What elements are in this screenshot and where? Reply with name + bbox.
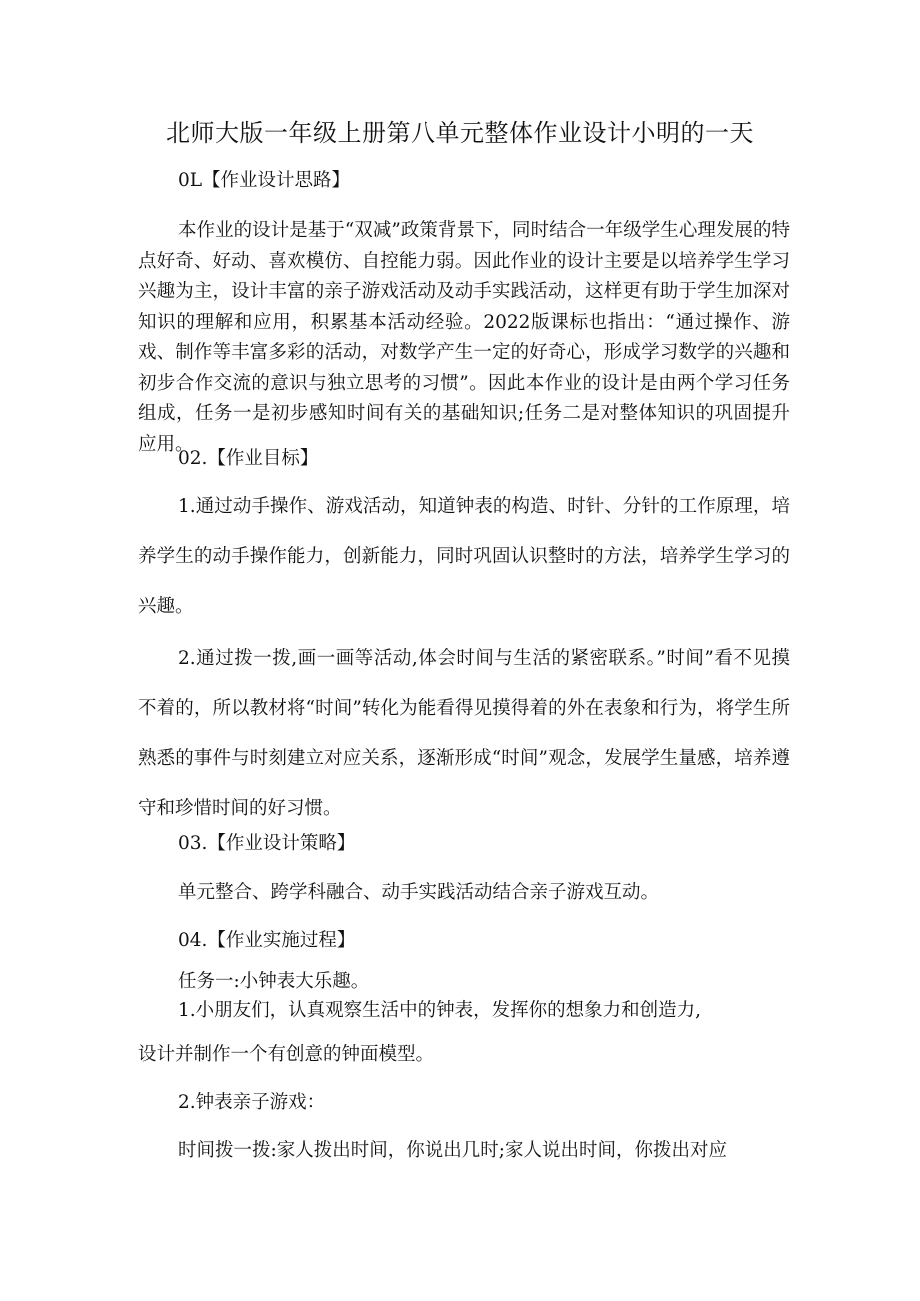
- section-heading-design-idea: 0L【作业设计思路】: [178, 170, 351, 191]
- section-heading-goals: 02.【作业目标】: [178, 448, 319, 469]
- clock-game-line: 时间拨一拨:家人拨出时间，你说出几时;家人说出时间，你拨出对应: [178, 1140, 727, 1161]
- strategy-text: 单元整合、跨学科融合、动手实践活动结合亲子游戏互动。: [178, 882, 660, 903]
- task-1-item-1-line-1: 1.小朋友们，认真观察生活中的钟表，发挥你的想象力和创造力,: [178, 1000, 702, 1021]
- goal-item-2: 2.通过拨一拨,画一画等活动,体会时间与生活的紧密联系。”时间”看不见摸不着的，所以教材将“时间”转化为能看得见摸得着的外在表象和行为，将学生所熟悉的事件与时刻建立对应关系，逐渐形成“时间”观念，发展学生量感，培养遵守和珍惜时间的好习惯。: [138, 648, 790, 819]
- task-1-item-2: 2.钟表亲子游戏：: [178, 1092, 326, 1113]
- task-1-item-1-line-2: 设计并制作一个有创意的钟面模型。: [138, 1044, 435, 1065]
- goal-item-1: 1.通过动手操作、游戏活动，知道钟表的构造、时针、分针的工作原理，培养学生的动手操作能力，创新能力，同时巩固认识整时的方法，培养学生学习的兴趣。: [138, 496, 790, 617]
- section-heading-process: 04.【作业实施过程】: [178, 930, 356, 951]
- document-title: 北师大版一年级上册第八单元整体作业设计小明的一天: [166, 119, 754, 147]
- design-idea-paragraph: 本作业的设计是基于“双减”政策背景下，同时结合一年级学生心理发展的特点好奇、好动、喜欢模仿、自控能力弱。因此作业的设计主要是以培养学生学习兴趣为主，设计丰富的亲子游戏活动及动手实践活动，这样更有助于学生加深对知识的理解和应用，积累基本活动经验。2022版课标也指出：“通过操作、游戏、制作等丰富多彩的活动，对数学产生一定的好奇心，形成学习数学的兴趣和初步合作交流的意识与独立思考的习惯”。因此本作业的设计是由两个学习任务组成，任务一是初步感知时间有关的基础知识;任务二是对整体知识的巩固提升应用。: [138, 220, 790, 455]
- section-heading-strategy: 03.【作业设计策略】: [178, 833, 356, 854]
- task-1-title: 任务一:小钟表大乐趣。: [178, 971, 370, 992]
